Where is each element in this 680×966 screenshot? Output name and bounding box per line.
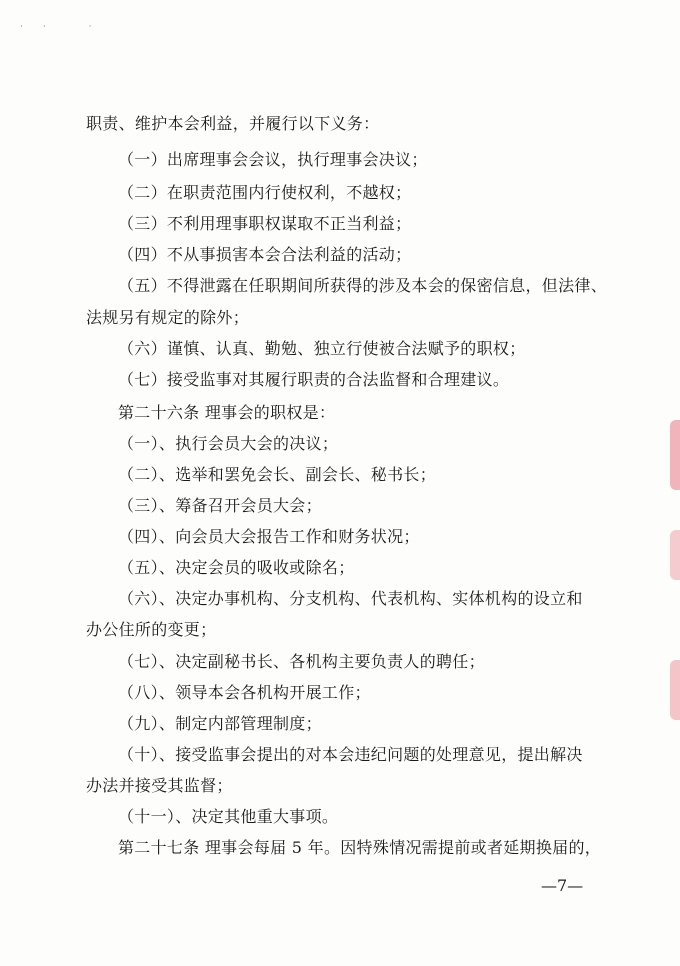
text-line: （七）接受监事对其履行职责的合法监督和合理建议。 xyxy=(118,370,510,389)
text-line: （七）、决定副秘书长、各机构主要负责人的聘任； xyxy=(118,652,485,671)
text-line: （十一）、决定其他重大事项。 xyxy=(118,807,339,826)
article-heading: 第二十六条 理事会的职权是： xyxy=(118,403,336,422)
text-line: 办公住所的变更； xyxy=(86,620,217,639)
text-line: （十）、接受监事会提出的对本会违纪问题的处理意见，提出解决 xyxy=(118,745,583,764)
page-number: —7— xyxy=(541,876,584,895)
text-line: （三）、筹备召开会员大会； xyxy=(118,496,322,515)
text-line: （五）、决定会员的吸收或除名； xyxy=(118,558,355,577)
text-line: （四）不从事损害本会合法利益的活动； xyxy=(118,245,412,264)
text-line: （九）、制定内部管理制度； xyxy=(118,714,322,733)
article-heading: 第二十七条 理事会每届 5 年。因特殊情况需提前或者延期换届的， xyxy=(118,838,602,857)
text-line: （二）、选举和罢免会长、副会长、秘书长； xyxy=(118,465,437,484)
text-line: （三）不利用理事职权谋取不正当利益； xyxy=(118,214,412,233)
text-line: （二）在职责范围内行使权利，不越权； xyxy=(118,183,412,202)
text-line: （八）、领导本会各机构开展工作； xyxy=(118,683,371,702)
text-line: （一）出席理事会会议，执行理事会决议； xyxy=(118,150,428,169)
seal-bleed xyxy=(670,530,680,580)
text-line: 法规另有规定的除外； xyxy=(86,308,250,327)
text-line: （五）不得泄露在任职期间所获得的涉及本会的保密信息，但法律、 xyxy=(118,276,608,295)
text-line: 职责、维护本会利益，并履行以下义务： xyxy=(86,114,380,133)
seal-bleed xyxy=(670,420,680,490)
text-line: （六）、决定办事机构、分支机构、代表机构、实体机构的设立和 xyxy=(118,589,583,608)
seal-bleed xyxy=(670,660,680,720)
scan-specks: ·· · xyxy=(20,22,112,32)
text-line: （一）、执行会员大会的决议； xyxy=(118,434,339,453)
text-line: （四）、向会员大会报告工作和财务状况； xyxy=(118,527,420,546)
text-line: 办法并接受其监督； xyxy=(86,776,233,795)
text-line: （六）谨慎、认真、勤勉、独立行使被合法赋予的职权； xyxy=(118,339,526,358)
